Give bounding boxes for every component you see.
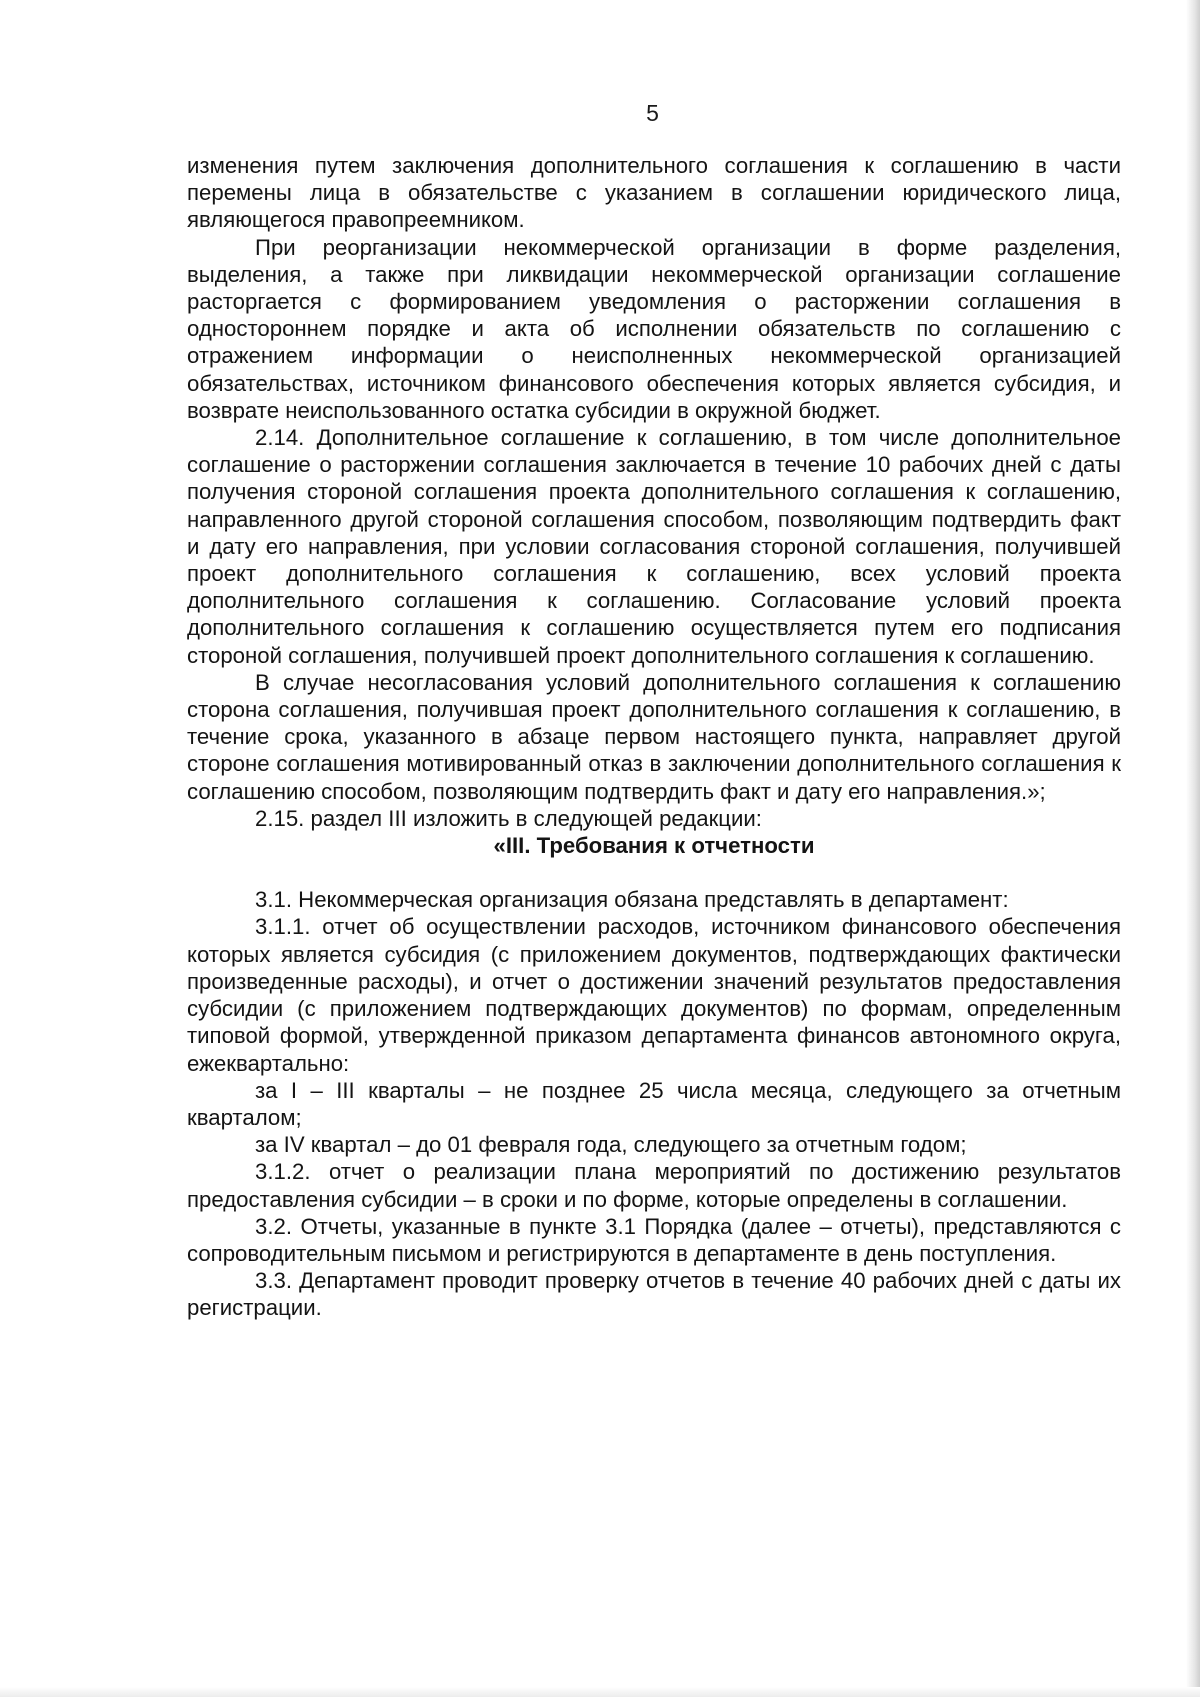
paragraph-3-1-1: 3.1.1. отчет об осуществлении расходов, источником финансового обеспечения которых является субсидия (с приложением документов, подтверждающих фактически произведенные расходы), и отчет о достижении значений результатов предоставления субсидии (с приложением подтверждающих документов) по формам, определенным типовой формой, утвержденной приказом департамента финансов автономного округа, ежеквартально: bbox=[187, 914, 1121, 1076]
paragraph-disagreement: В случае несогласования условий дополнительного соглашения к соглашению сторона соглашения, получившая проект дополнительного соглашения к соглашению, в течение срока, указанного в абзаце первом настоящего пункта, направляет другой стороне соглашения мотивированный отказ в заключении дополнительного соглашения к соглашению способом, позволяющим подтвердить факт и дату его направления.»; bbox=[187, 669, 1121, 804]
page-edge-shadow bbox=[1186, 0, 1200, 1697]
paragraph-3-1-2: 3.1.2. отчет о реализации плана мероприятий по достижению результатов предоставления субсидии – в сроки и по форме, которые определены в соглашении. bbox=[187, 1159, 1121, 1212]
paragraph-quarters-1-3: за I – III кварталы – не позднее 25 числа месяца, следующего за отчетным кварталом; bbox=[187, 1077, 1121, 1130]
page-bottom-edge bbox=[0, 1687, 1200, 1697]
paragraph-3-2: 3.2. Отчеты, указанные в пункте 3.1 Порядка (далее – отчеты), представляются с сопроводительным письмом и регистрируются в департаменте в день поступления. bbox=[187, 1213, 1121, 1266]
paragraph-continuation: изменения путем заключения дополнительного соглашения к соглашению в части перемены лица в обязательстве с указанием в соглашении юридического лица, являющегося правопреемником. bbox=[187, 153, 1121, 233]
paragraph-reorganization: При реорганизации некоммерческой организации в форме разделения, выделения, а также при ликвидации некоммерческой организации соглашение расторгается с формированием уведомления о расторжении соглашения в одностороннем порядке и акта об исполнении обязательств по соглашению с отражением информации о неисполненных некоммерческой организацией обязательствах, источником финансового обеспечения которых является субсидия, и возврате неиспользованного остатка субсидии в окружной бюджет. bbox=[187, 234, 1121, 423]
section-heading: «III. Требования к отчетности bbox=[493, 833, 815, 859]
paragraph-3-3: 3.3. Департамент проводит проверку отчетов в течение 40 рабочих дней с даты их регистрации. bbox=[187, 1268, 1121, 1321]
paragraph-3-1: 3.1. Некоммерческая организация обязана представлять в департамент: bbox=[255, 887, 1009, 913]
paragraph-2-14: 2.14. Дополнительное соглашение к соглашению, в том числе дополнительное соглашение о расторжении соглашения заключается в течение 10 рабочих дней с даты получения стороной соглашения проекта дополнительного соглашения к соглашению, направленного другой стороной соглашения способом, позволяющим подтвердить факт и дату его направления, при условии согласования стороной соглашения, получившей проект дополнительного соглашения к соглашению, всех условий проекта дополнительного соглашения к соглашению. Согласование условий проекта дополнительного соглашения к соглашению осуществляется путем его подписания стороной соглашения, получившей проект дополнительного соглашения к соглашению. bbox=[187, 425, 1121, 668]
document-body bbox=[187, 152, 1121, 1322]
page-number: 5 bbox=[646, 100, 659, 126]
paragraph-quarter-4: за IV квартал – до 01 февраля года, следующего за отчетным годом; bbox=[255, 1132, 967, 1158]
paragraph-2-15: 2.15. раздел III изложить в следующей редакции: bbox=[255, 805, 762, 831]
